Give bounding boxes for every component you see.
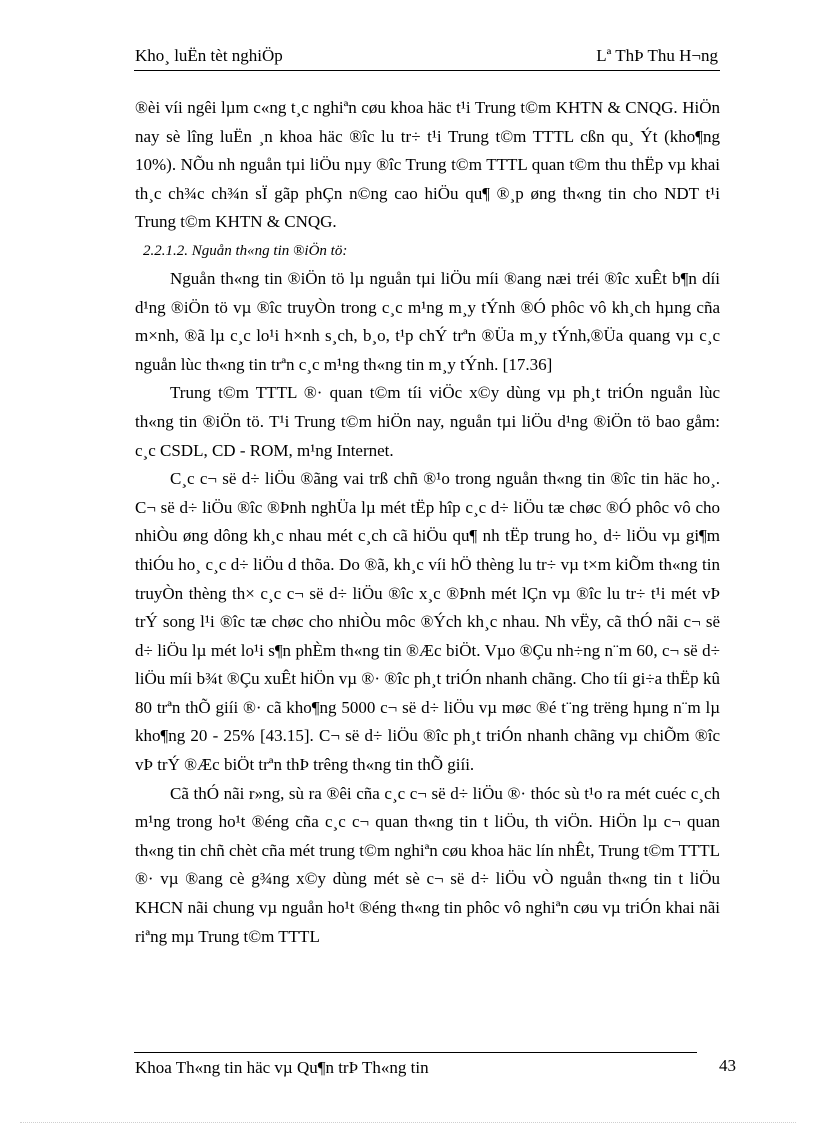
paragraph-2: Nguån th«ng tin ®iÖn tö lµ nguån tµi liÖu míi ®ang næi tréi ®îc xuÊt b¶n díi d¹ng ®iÖn tö vµ ®îc truyÒn trong c¸c m¹ng m¸y tÝnh ®Ó phôc vô kh¸ch hµng cña m×nh, ®ã lµ c¸c lo¹i h×nh s¸ch, b¸o, t¹p chÝ trªn ®Üa m¸y tÝnh,®Üa quang vµ c¸c nguån lùc th«ng tin trªn c¸c m¹ng th«ng tin m¸y tÝnh. [17.36]	[135, 268, 720, 374]
header-divider	[134, 70, 720, 71]
page-number: 43	[719, 1056, 736, 1075]
page-body	[135, 94, 720, 951]
header-author: Lª ThÞ Thu H¬ng	[596, 46, 718, 65]
paragraph-3: Trung t©m TTTL ®· quan t©m tíi viÖc x©y dùng vµ ph¸t triÓn nguån lùc th«ng tin ®iÖn tö. T¹i Trung t©m hiÖn nay, nguån tµi liÖu d¹ng ®iÖn tö bao gåm: c¸c CSDL, CD - ROM, m¹ng Internet.	[135, 383, 720, 460]
paragraph-4: C¸c c¬ së d÷ liÖu ®ãng vai trß chñ ®¹o trong nguån th«ng tin ®îc tin häc ho¸. C¬ së d÷ liÖu ®îc ®Þnh nghÜa lµ mét tËp hîp c¸c d÷ liÖu tæ chøc ®Ó phôc vô cho nhiÒu øng dông kh¸c nhau mét c¸ch cã hiÖu qu¶ nh tËp trung ho¸ d÷ liÖu vµ gi¶m thiÓu ho¸ c¸c d÷ liÖu d thõa. Do ®ã, kh¸c víi hÖ thèng lu tr÷ vµ t×m kiÕm th«ng tin truyÒn thèng th× c¸c c¬ së d÷ liÖu ®îc x¸c ®Þnh mét lÇn vµ ®îc lu tr÷ t¹i mét vÞ trÝ song l¹i ®îc tæ chøc cho nhiÒu môc ®Ých kh¸c nhau. Nh vËy, cã thÓ nãi c¬ së d÷ liÖu lµ mét lo¹i s¶n phÈm th«ng tin ®Æc biÖt. Vµo ®Çu nh÷ng n¨m 60, c¬ së d÷ liÖu míi b¾t ®Çu xuÊt hiÖn vµ ®· ®îc ph¸t triÓn nhanh chãng. Cho tíi gi÷a thËp kû 80 trªn thÕ giíi ®· cã kho¶ng 5000 c¬ së d÷ liÖu vµ møc ®é t¨ng trëng hµng n¨m lµ kho¶ng 20 - 25% [43.15]. C¬ së d÷ liÖu ®îc ph¸t triÓn nhanh chãng vµ chiÕm ®îc vÞ trÝ ®Æc biÖt trªn thÞ trêng th«ng tin thÕ giíi.	[135, 469, 720, 775]
footer-divider	[134, 1052, 697, 1053]
paragraph-1: ®èi víi ngêi lµm c«ng t¸c nghiªn cøu khoa häc t¹i Trung t©m KHTN & CNQG. HiÖn nay sè lîng luËn ¸n khoa häc ®îc lu tr÷ t¹i Trung t©m TTTL cßn qu¸ Ýt (kho¶ng 10%). NÕu nh nguån tµi liÖu nµy ®îc Trung t©m TTTL quan t©m thu thËp vµ khai th¸c ch¾c ch¾n sÏ gãp phÇn n©ng cao hiÖu qu¶ ®¸p øng th«ng tin cho NDT t¹i Trung t©m KHTN & CNQG.	[135, 98, 720, 232]
paragraph-5: Cã thÓ nãi r»ng, sù ra ®êi cña c¸c c¬ së d÷ liÖu ®· thóc sù t¹o ra mét cuéc c¸ch m¹ng trong ho¹t ®éng cña c¸c c¬ quan th«ng tin t liÖu, th viÖn. HiÖn lµ c¬ quan th«ng tin chñ chèt cña mét trung t©m nghiªn cøu khoa häc lín nhÊt, Trung t©m TTTL ®· vµ ®ang cè g¾ng x©y dùng mét sè c¬ së d÷ liÖu vÒ nguån th«ng tin t liÖu KHCN nãi chung vµ nguån ho¹t ®éng th«ng tin phôc vô nghiªn cøu vµ triÓn khai nãi riªng mµ Trung t©m TTTL	[135, 783, 720, 946]
header-title: Kho¸ luËn tèt nghiÖp	[135, 46, 283, 65]
section-subheading: 2.2.1.2. Nguån th«ng tin ®iÖn tö:	[143, 242, 348, 259]
footer-department: Khoa Th«ng tin häc vµ Qu¶n trÞ Th«ng tin	[135, 1058, 429, 1077]
